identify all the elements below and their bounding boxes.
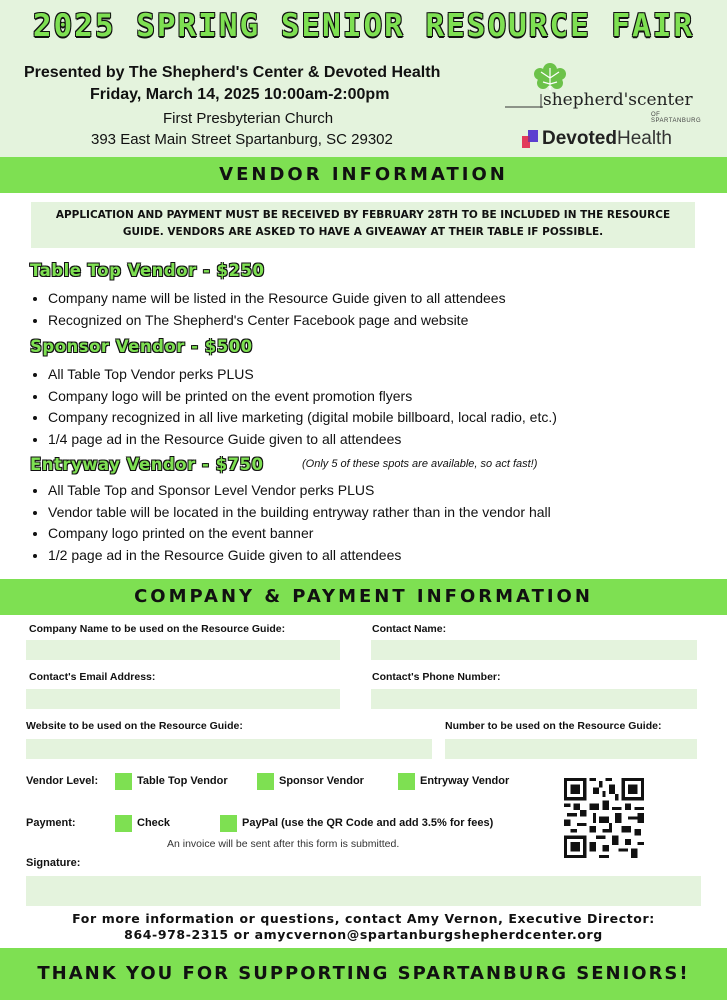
shepherds-center-logo — [503, 56, 703, 126]
entryway-checkbox[interactable] — [398, 773, 415, 790]
payment-label: Payment: — [26, 817, 76, 829]
website-field[interactable] — [26, 739, 432, 759]
page-title: 2025 SPRING SENIOR RESOURCE FAIR — [32, 8, 695, 44]
devoted-mark-icon — [522, 130, 538, 148]
contact-info — [0, 911, 727, 943]
devoted-wordmark: Devoted — [542, 128, 617, 149]
check-option-label: Check — [137, 817, 171, 829]
paypal-checkbox[interactable] — [220, 815, 237, 832]
paypal-option-label: PayPal (use the QR Code and add 3.5% for fees) — [242, 817, 494, 829]
guide-number-label: Number to be used on the Resource Guide: — [445, 720, 662, 732]
list-item: • Company recognized in all live marketing (digital mobile billboard, local radio, etc.) — [48, 407, 557, 429]
contact-name-label: Contact Name: — [372, 623, 447, 635]
website-label: Website to be used on the Resource Guide: — [26, 720, 243, 732]
list-item: • All Table Top and Sponsor Level Vendor perks PLUS — [48, 480, 551, 502]
check-payment-checkbox[interactable] — [115, 815, 132, 832]
sponsor-checkbox[interactable] — [257, 773, 274, 790]
shepherds-center-wordmark: shepherd'scenter — [543, 90, 693, 110]
table-top-option-label: Table Top Vendor — [137, 775, 228, 787]
entryway-vendor-title: Entryway Vendor - $750 — [30, 455, 264, 474]
list-item: • All Table Top Vendor perks PLUS — [48, 364, 557, 386]
deadline-notice: APPLICATION AND PAYMENT MUST BE RECEIVED BY FEBRUARY 28TH TO BE INCLUDED IN THE RESOURCE GUIDE. VENDORS ARE ASKED TO HAVE A GIVEAWAY AT THEIR TABLE IF POSSIBLE. — [31, 202, 695, 248]
guide-number-field[interactable] — [445, 739, 697, 759]
event-venue: First Presbyterian Church — [163, 110, 334, 127]
entryway-note: (Only 5 of these spots are available, so act fast!) — [302, 458, 538, 470]
qr-code-icon[interactable] — [564, 778, 644, 858]
health-wordmark: Health — [616, 128, 672, 149]
footer-thank-you: THANK YOU FOR SUPPORTING SPARTANBURG SENIORS! — [0, 948, 727, 1000]
vendor-level-label: Vendor Level: — [26, 775, 99, 787]
entryway-perks — [28, 480, 551, 566]
devoted-health-logo — [522, 128, 672, 150]
phone-label: Contact's Phone Number: — [372, 671, 501, 683]
phone-field[interactable] — [371, 689, 697, 709]
event-date-time: Friday, March 14, 2025 10:00am-2:00pm — [90, 86, 390, 103]
table-top-perks — [28, 288, 506, 331]
entryway-option-label: Entryway Vendor — [420, 775, 510, 787]
email-field[interactable] — [26, 689, 340, 709]
shepherds-center-subtitle: OF SPARTANBURG — [651, 112, 702, 124]
contact-line-2: 864-978-2315 or amycvernon@spartanburgshepherdcenter.org — [124, 927, 603, 942]
sponsor-option-label: Sponsor Vendor — [279, 775, 364, 787]
sponsor-perks — [28, 364, 557, 450]
company-name-field[interactable] — [26, 640, 340, 660]
email-label: Contact's Email Address: — [29, 671, 156, 683]
header — [0, 0, 727, 157]
vendor-information-heading: VENDOR INFORMATION — [0, 157, 727, 193]
contact-name-field[interactable] — [371, 640, 697, 660]
signature-label: Signature: — [26, 857, 81, 869]
table-top-vendor-title: Table Top Vendor - $250 — [30, 261, 265, 280]
list-item: • Company name will be listed in the Resource Guide given to all attendees — [48, 288, 506, 310]
contact-line-1: For more information or questions, contact Amy Vernon, Executive Director: — [72, 911, 655, 926]
list-item: • Vendor table will be located in the building entryway rather than in the vendor hall — [48, 502, 551, 524]
list-item: • 1/2 page ad in the Resource Guide given to all attendees — [48, 545, 551, 567]
company-payment-heading: COMPANY & PAYMENT INFORMATION — [0, 579, 727, 615]
table-top-checkbox[interactable] — [115, 773, 132, 790]
list-item: • Company logo printed on the event banner — [48, 523, 551, 545]
signature-field[interactable] — [26, 876, 701, 906]
sponsor-vendor-title: Sponsor Vendor - $500 — [30, 337, 253, 356]
list-item: • 1/4 page ad in the Resource Guide given to all attendees — [48, 429, 557, 451]
company-name-label: Company Name to be used on the Resource Guide: — [29, 623, 286, 635]
list-item: • Company logo will be printed on the event promotion flyers — [48, 386, 557, 408]
event-address: 393 East Main Street Spartanburg, SC 29302 — [91, 131, 393, 148]
invoice-note: An invoice will be sent after this form is submitted. — [167, 838, 400, 850]
presented-by: Presented by The Shepherd's Center & Devoted Health — [24, 64, 441, 81]
list-item: • Recognized on The Shepherd's Center Facebook page and website — [48, 310, 506, 332]
